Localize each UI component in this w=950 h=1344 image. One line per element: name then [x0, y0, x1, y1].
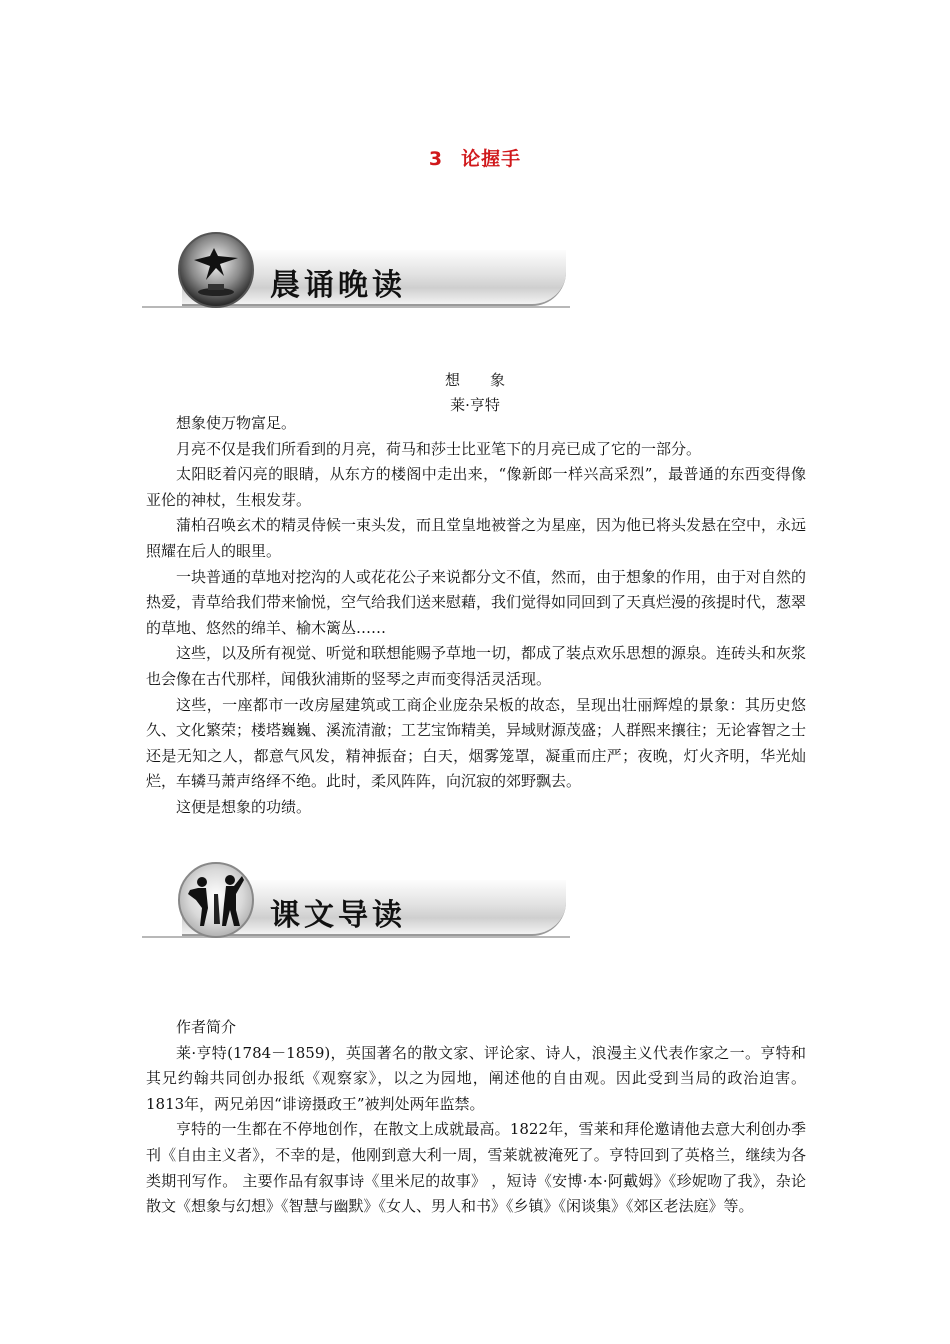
- section-heading: 作者简介: [176, 1018, 237, 1036]
- intro-paragraph: 莱·亨特(1784－1859)，英国著名的散文家、评论家、诗人，浪漫主义代表作家之一。亨特和其兄约翰共同创办报纸《观察家》，以之为园地，阐述他的自由观。因此受到当局的政治迫害。1813年，两兄弟因“诽谤摄政王”被判处两年监禁。: [146, 1043, 806, 1113]
- poem-paragraph: 太阳眨着闪亮的眼睛，从东方的楼阁中走出来，“像新郎一样兴高采烈”，最普通的东西变得像亚伦的神杖，生根发芽。: [146, 465, 806, 509]
- section-banner-morning-reading: [142, 228, 570, 312]
- intro-paragraph: 亨特的一生都在不停地创作，在散文上成就最高。1822年，雪莱和拜伦邀请他去意大利创办季刊《自由主义者》，不幸的是，他刚到意大利一周，雪莱就被淹死了。亨特回到了英格兰，继续为各类期刊写作。 主要作品有叙事诗《里米尼的故事》 ，短诗《安博·本·阿戴姆》《珍妮吻了我》，杂论散文《想象与幻想》《智慧与幽默》《女人、男人和书》《乡镇》《闲谈集》《郊区老法庭》等。: [146, 1120, 806, 1216]
- poem-paragraph: 月亮不仅是我们所看到的月亮，荷马和莎士比亚笔下的月亮已成了它的一部分。: [176, 439, 702, 458]
- poem-paragraph: 一块普通的草地对挖沟的人或花花公子来说都分文不值，然而，由于想象的作用，由于对自然的热爱，青草给我们带来愉悦，空气给我们送来慰藉，我们觉得如同回到了天真烂漫的孩提时代，葱翠的草地、悠然的绵羊、榆木篱丛……: [146, 567, 807, 637]
- poem-paragraph: 这些，一座都市一改房屋建筑或工商企业庞杂呆板的故态，呈现出壮丽辉煌的景象：其历史悠久、文化繁荣；楼塔巍巍、溪流清澈；工艺宝饰精美，异域财源茂盛；人群熙来攘往；无论睿智之士还是无知之人，都意气风发，精神振奋；白天，烟雾笼罩，凝重而庄严；夜晚，灯火齐明，华光灿烂，车辚马萧声络绎不绝。此时，柔风阵阵，向沉寂的郊野飘去。: [146, 695, 807, 791]
- banner-label: 课文导读: [270, 898, 406, 933]
- poem-body: [146, 411, 806, 821]
- poem-title: 想 象: [444, 371, 505, 389]
- author-intro: [146, 1015, 806, 1220]
- reading-figure-icon: [178, 232, 254, 308]
- lesson-title-text: 论握手: [461, 148, 522, 170]
- poem-author: 莱·亨特: [450, 396, 500, 414]
- lesson-title: [0, 144, 950, 171]
- poem-paragraph: 这便是想象的功绩。: [176, 797, 312, 816]
- poem-paragraph: 想象使万物富足。: [176, 414, 297, 432]
- banner-label: 晨诵晚读: [270, 268, 406, 303]
- poem-paragraph: 这些，以及所有视觉、听觉和联想能赐予草地一切，都成了装点欢乐思想的源泉。连砖头和灰浆也会像在古代那样，闻俄狄浦斯的竖琴之声而变得活灵活现。: [146, 644, 807, 688]
- lesson-number: 3: [428, 148, 444, 170]
- dancers-icon: [178, 862, 254, 938]
- section-banner-lesson-guide: [142, 858, 570, 942]
- poem-paragraph: 蒲柏召唤玄术的精灵侍候一束头发，而且堂皇地被誉之为星座，因为他已将头发悬在空中，永远照耀在后人的眼里。: [146, 516, 807, 560]
